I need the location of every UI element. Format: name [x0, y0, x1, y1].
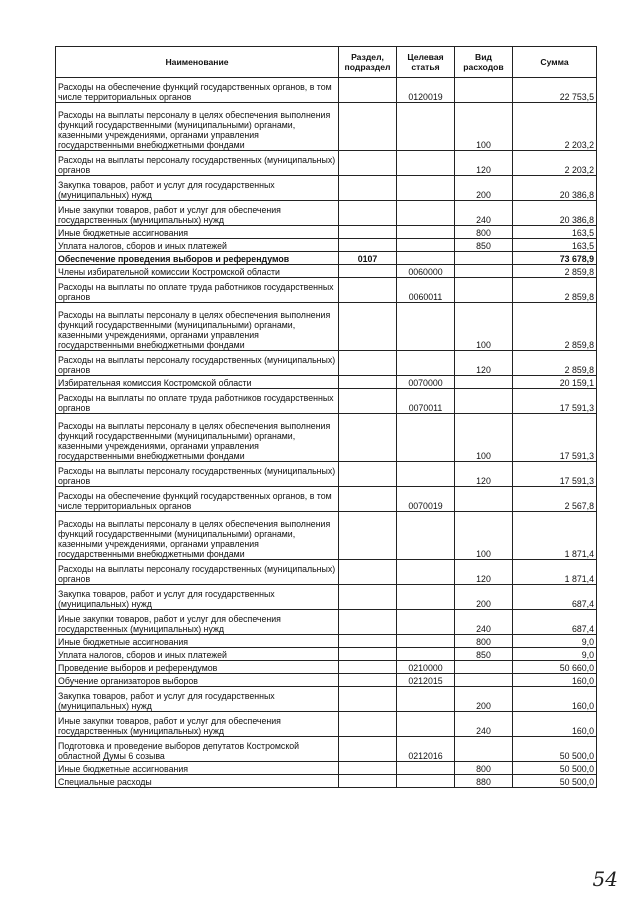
- table-row: [56, 775, 597, 788]
- row-section: [339, 737, 397, 762]
- row-sum: 20 386,8: [513, 176, 597, 201]
- row-section: [339, 389, 397, 414]
- row-sum: 1 871,4: [513, 560, 597, 585]
- row-section: [339, 462, 397, 487]
- row-sum: 687,4: [513, 585, 597, 610]
- row-name: Уплата налогов, сборов и иных платежей: [56, 239, 339, 252]
- table-row: [56, 610, 597, 635]
- row-name: Расходы на обеспечение функций государственных органов, в том числе территориальных органов: [56, 78, 339, 103]
- row-expense-type: 880: [455, 775, 513, 788]
- row-target-article: 0212016: [397, 737, 455, 762]
- table-row: [56, 585, 597, 610]
- row-section: [339, 226, 397, 239]
- row-sum: 160,0: [513, 687, 597, 712]
- row-name: Расходы на выплаты персоналу в целях обеспечения выполнения функций государственными (муниципальными) органами, казенными учреждениями, органами управления государственными внебюджетными фондами: [56, 414, 339, 462]
- row-name: Проведение выборов и референдумов: [56, 661, 339, 674]
- row-target-article: [397, 687, 455, 712]
- table-row: [56, 239, 597, 252]
- row-section: [339, 78, 397, 103]
- table-row: [56, 78, 597, 103]
- row-target-article: [397, 201, 455, 226]
- row-sum: 73 678,9: [513, 252, 597, 265]
- row-target-article: [397, 414, 455, 462]
- row-sum: 22 753,5: [513, 78, 597, 103]
- row-section: [339, 585, 397, 610]
- table-row: [56, 462, 597, 487]
- row-expense-type: 120: [455, 560, 513, 585]
- row-section: [339, 712, 397, 737]
- table-row: [56, 201, 597, 226]
- row-sum: 17 591,3: [513, 414, 597, 462]
- row-sum: 687,4: [513, 610, 597, 635]
- row-expense-type: 200: [455, 176, 513, 201]
- row-section: [339, 512, 397, 560]
- row-sum: 50 500,0: [513, 737, 597, 762]
- table-row: [56, 648, 597, 661]
- budget-sheet: [55, 46, 597, 788]
- row-target-article: [397, 762, 455, 775]
- row-expense-type: 850: [455, 239, 513, 252]
- row-sum: 2 859,8: [513, 303, 597, 351]
- table-row: [56, 674, 597, 687]
- row-sum: 1 871,4: [513, 512, 597, 560]
- row-target-article: 0212015: [397, 674, 455, 687]
- row-section: [339, 303, 397, 351]
- row-name: Расходы на выплаты персоналу в целях обеспечения выполнения функций государственными (муниципальными) органами, казенными учреждениями, органами управления государственными внебюджетными фондами: [56, 512, 339, 560]
- row-expense-type: 120: [455, 351, 513, 376]
- row-name: Иные бюджетные ассигнования: [56, 226, 339, 239]
- row-target-article: [397, 585, 455, 610]
- row-name: Обеспечение проведения выборов и референдумов: [56, 252, 339, 265]
- row-section: [339, 687, 397, 712]
- table-row: [56, 762, 597, 775]
- row-name: Закупка товаров, работ и услуг для государственных (муниципальных) нужд: [56, 687, 339, 712]
- row-expense-type: 120: [455, 462, 513, 487]
- table-row: [56, 151, 597, 176]
- row-name: Уплата налогов, сборов и иных платежей: [56, 648, 339, 661]
- table-row: [56, 303, 597, 351]
- table-row: [56, 560, 597, 585]
- row-name: Расходы на выплаты персоналу государственных (муниципальных) органов: [56, 560, 339, 585]
- row-expense-type: [455, 252, 513, 265]
- row-sum: 2 859,8: [513, 351, 597, 376]
- table-row: [56, 687, 597, 712]
- table-row: [56, 389, 597, 414]
- row-name: Специальные расходы: [56, 775, 339, 788]
- row-expense-type: [455, 78, 513, 103]
- header-target-article: Целевая статья: [397, 47, 455, 78]
- row-target-article: 0060011: [397, 278, 455, 303]
- row-target-article: [397, 226, 455, 239]
- row-sum: 2 859,8: [513, 278, 597, 303]
- table-row: [56, 635, 597, 648]
- row-name: Избирательная комиссия Костромской области: [56, 376, 339, 389]
- table-row: [56, 512, 597, 560]
- header-section: Раздел, подраздел: [339, 47, 397, 78]
- row-expense-type: 800: [455, 635, 513, 648]
- table-row: [56, 278, 597, 303]
- row-expense-type: 100: [455, 303, 513, 351]
- table-row: [56, 252, 597, 265]
- row-name: Расходы на выплаты по оплате труда работников государственных органов: [56, 278, 339, 303]
- row-name: Расходы на выплаты персоналу государственных (муниципальных) органов: [56, 151, 339, 176]
- row-target-article: 0070019: [397, 487, 455, 512]
- row-expense-type: 200: [455, 585, 513, 610]
- row-expense-type: 120: [455, 151, 513, 176]
- row-name: Иные бюджетные ассигнования: [56, 635, 339, 648]
- budget-table: [55, 46, 597, 788]
- row-name: Иные бюджетные ассигнования: [56, 762, 339, 775]
- row-expense-type: [455, 265, 513, 278]
- row-section: [339, 487, 397, 512]
- row-section: [339, 151, 397, 176]
- row-section: [339, 674, 397, 687]
- row-target-article: [397, 176, 455, 201]
- table-row: [56, 487, 597, 512]
- row-target-article: 0070011: [397, 389, 455, 414]
- row-name: Иные закупки товаров, работ и услуг для обеспечения государственных (муниципальных) нужд: [56, 712, 339, 737]
- row-sum: 50 500,0: [513, 762, 597, 775]
- row-target-article: [397, 351, 455, 376]
- row-section: 0107: [339, 252, 397, 265]
- row-sum: 20 159,1: [513, 376, 597, 389]
- row-name: Расходы на выплаты персоналу в целях обеспечения выполнения функций государственными (муниципальными) органами, казенными учреждениями, органами управления государственными внебюджетными фондами: [56, 103, 339, 151]
- row-section: [339, 376, 397, 389]
- row-section: [339, 239, 397, 252]
- row-expense-type: 240: [455, 201, 513, 226]
- row-expense-type: 850: [455, 648, 513, 661]
- row-expense-type: [455, 487, 513, 512]
- row-section: [339, 265, 397, 278]
- table-row: [56, 661, 597, 674]
- row-sum: 50 660,0: [513, 661, 597, 674]
- row-name: Закупка товаров, работ и услуг для государственных (муниципальных) нужд: [56, 176, 339, 201]
- row-sum: 163,5: [513, 239, 597, 252]
- header-sum: Сумма: [513, 47, 597, 78]
- row-expense-type: [455, 389, 513, 414]
- row-section: [339, 201, 397, 226]
- row-target-article: 0120019: [397, 78, 455, 103]
- row-sum: 160,0: [513, 674, 597, 687]
- row-sum: 2 203,2: [513, 151, 597, 176]
- row-expense-type: 100: [455, 512, 513, 560]
- row-sum: 50 500,0: [513, 775, 597, 788]
- header-expense-type: Вид расходов: [455, 47, 513, 78]
- row-target-article: [397, 462, 455, 487]
- row-section: [339, 103, 397, 151]
- row-target-article: 0060000: [397, 265, 455, 278]
- row-target-article: [397, 635, 455, 648]
- row-name: Иные закупки товаров, работ и услуг для обеспечения государственных (муниципальных) нужд: [56, 201, 339, 226]
- row-target-article: 0210000: [397, 661, 455, 674]
- row-sum: 17 591,3: [513, 389, 597, 414]
- row-target-article: [397, 712, 455, 737]
- row-target-article: [397, 512, 455, 560]
- row-section: [339, 762, 397, 775]
- row-sum: 9,0: [513, 648, 597, 661]
- row-target-article: [397, 648, 455, 661]
- row-sum: 2 203,2: [513, 103, 597, 151]
- page-number: 54: [592, 867, 618, 891]
- row-name: Расходы на обеспечение функций государственных органов, в том числе территориальных органов: [56, 487, 339, 512]
- row-sum: 9,0: [513, 635, 597, 648]
- table-row: [56, 265, 597, 278]
- row-name: Расходы на выплаты по оплате труда работников государственных органов: [56, 389, 339, 414]
- row-target-article: [397, 303, 455, 351]
- row-target-article: [397, 610, 455, 635]
- row-sum: 163,5: [513, 226, 597, 239]
- row-sum: 2 567,8: [513, 487, 597, 512]
- row-section: [339, 351, 397, 376]
- table-header-row: [56, 47, 597, 78]
- row-section: [339, 635, 397, 648]
- row-section: [339, 775, 397, 788]
- row-expense-type: 800: [455, 762, 513, 775]
- row-section: [339, 278, 397, 303]
- row-target-article: [397, 239, 455, 252]
- row-sum: 2 859,8: [513, 265, 597, 278]
- row-name: Закупка товаров, работ и услуг для государственных (муниципальных) нужд: [56, 585, 339, 610]
- row-name: Обучение организаторов выборов: [56, 674, 339, 687]
- row-expense-type: [455, 278, 513, 303]
- table-row: [56, 103, 597, 151]
- row-name: Иные закупки товаров, работ и услуг для обеспечения государственных (муниципальных) нужд: [56, 610, 339, 635]
- row-target-article: [397, 151, 455, 176]
- row-target-article: [397, 103, 455, 151]
- row-section: [339, 648, 397, 661]
- row-expense-type: 240: [455, 610, 513, 635]
- row-name: Расходы на выплаты персоналу государственных (муниципальных) органов: [56, 462, 339, 487]
- table-row: [56, 226, 597, 239]
- row-section: [339, 661, 397, 674]
- header-name: Наименование: [56, 47, 339, 78]
- row-expense-type: [455, 376, 513, 389]
- row-section: [339, 610, 397, 635]
- row-expense-type: 100: [455, 103, 513, 151]
- row-name: Расходы на выплаты персоналу государственных (муниципальных) органов: [56, 351, 339, 376]
- table-row: [56, 414, 597, 462]
- table-row: [56, 737, 597, 762]
- row-section: [339, 414, 397, 462]
- row-expense-type: 800: [455, 226, 513, 239]
- row-section: [339, 560, 397, 585]
- row-target-article: [397, 775, 455, 788]
- row-sum: 20 386,8: [513, 201, 597, 226]
- row-target-article: [397, 560, 455, 585]
- row-target-article: 0070000: [397, 376, 455, 389]
- row-expense-type: 240: [455, 712, 513, 737]
- row-name: Расходы на выплаты персоналу в целях обеспечения выполнения функций государственными (муниципальными) органами, казенными учреждениями, органами управления государственными внебюджетными фондами: [56, 303, 339, 351]
- row-name: Подготовка и проведение выборов депутатов Костромской областной Думы 6 созыва: [56, 737, 339, 762]
- row-expense-type: [455, 661, 513, 674]
- table-body: [56, 78, 597, 788]
- row-expense-type: [455, 737, 513, 762]
- table-row: [56, 712, 597, 737]
- row-target-article: [397, 252, 455, 265]
- row-expense-type: 100: [455, 414, 513, 462]
- row-expense-type: 200: [455, 687, 513, 712]
- table-row: [56, 376, 597, 389]
- table-row: [56, 351, 597, 376]
- row-sum: 160,0: [513, 712, 597, 737]
- row-name: Члены избирательной комиссии Костромской области: [56, 265, 339, 278]
- row-sum: 17 591,3: [513, 462, 597, 487]
- table-row: [56, 176, 597, 201]
- row-section: [339, 176, 397, 201]
- row-expense-type: [455, 674, 513, 687]
